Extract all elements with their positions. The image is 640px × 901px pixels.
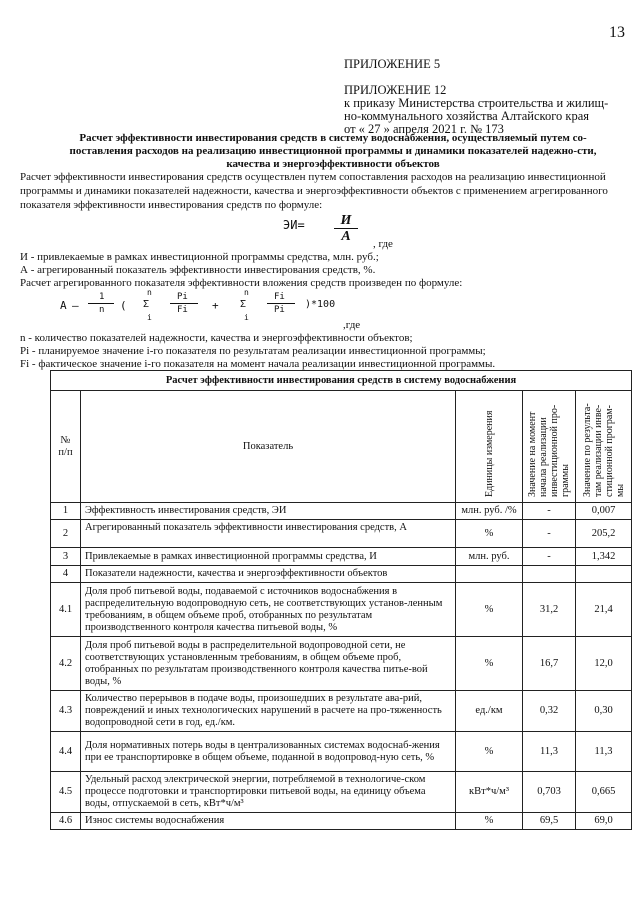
formula2-tail: )*100 <box>305 299 336 310</box>
intro-paragraph: Расчет эффективности инвестирования средств осуществлен путем сопоставления расходов на реализацию инвестиционной программы и динамики показателей надежности, качества и энергоэффективности объектов с применением агрегированного показателя эффективности инвестирования средств по формуле: <box>20 171 608 211</box>
page-number: 13 <box>609 24 625 41</box>
row-unit: ед./км <box>456 691 523 732</box>
table-row <box>51 520 632 548</box>
row-end-value: 21,4 <box>576 583 632 637</box>
row-start-value: - <box>523 520 576 548</box>
row-start-value: 31,2 <box>523 583 576 637</box>
row-number: 3 <box>51 548 81 566</box>
document-title: Расчет эффективности инвестирования средств в систему водоснабжения, осуществляемый путем со-поставления расходов на реализацию инвестиционной программы и динамики показателей надежно-сти, качества и энергоэффективности объектов <box>69 132 597 170</box>
formula2-bar-2 <box>170 303 198 304</box>
header-unit: Единицы измерения <box>483 410 495 497</box>
row-indicator: Доля нормативных потерь воды в централизованных системах водоснаб-жения при ее транспортировке в общем объеме, поданной в водопровод-ную сеть, % <box>81 732 456 772</box>
definition-n: n - количество показателей надежности, качества и энергоэффективности объектов; <box>20 332 413 344</box>
row-number: 1 <box>51 503 81 520</box>
row-number: 4.3 <box>51 691 81 732</box>
calculation-line: Расчет агрегированного показателя эффективности вложения средств произведен по формуле: <box>20 277 463 289</box>
row-end-value: 0,007 <box>576 503 632 520</box>
row-unit: % <box>456 813 523 830</box>
formula2-n: n <box>99 305 105 315</box>
row-number: 4.2 <box>51 637 81 691</box>
row-start-value: 69,5 <box>523 813 576 830</box>
formula2-sigma-1: Σ <box>143 299 150 310</box>
row-indicator: Износ системы водоснабжения <box>81 813 456 830</box>
definition-a: А - агрегированный показатель эффективности инвестирования средств, %. <box>20 264 376 276</box>
table-row <box>51 637 632 691</box>
table-row <box>51 732 632 772</box>
header-end-value: Значение по результа-там реализации инве-стиционной програм-мы <box>581 402 626 497</box>
formula2-fi-num: Fi <box>274 292 285 302</box>
row-end-value: 11,3 <box>576 732 632 772</box>
header-start-value: Значение на момент начала реализации инвестиционной про-граммы <box>527 404 571 497</box>
definition-pi: Pi - планируемое значение i-го показателя по результатам реализации инвестиционной программы; <box>20 345 486 357</box>
formula2-a: А <box>60 299 67 312</box>
formula2-sum2-top: n <box>244 288 249 297</box>
row-start-value: 11,3 <box>523 732 576 772</box>
definition-i: И - привлекаемые в рамках инвестиционной программы средства, млн. руб.; <box>20 251 379 263</box>
formula2-open-paren: ( <box>120 299 127 312</box>
order-line-2: но-коммунального хозяйства Алтайского края <box>344 109 590 123</box>
row-unit: кВт*ч/м³ <box>456 772 523 813</box>
header-start-cell <box>523 391 576 503</box>
table-row <box>51 583 632 637</box>
row-end-value: 205,2 <box>576 520 632 548</box>
formula2-pi-num: Pi <box>177 292 188 302</box>
row-indicator: Удельный расход электрической энергии, потребляемой в технологиче-ском процессе подготовки и транспортировки питьевой воды, на единицу объема воды, отпускаемой в сеть, кВт*ч/м³ <box>81 772 456 813</box>
formula1-where: , где <box>373 238 393 250</box>
definition-fi: Fi - фактическое значение i-го показателя на момент начала реализации инвестиционной программы. <box>20 358 496 370</box>
table-row <box>51 772 632 813</box>
formula1-denominator: А <box>341 229 351 244</box>
row-end-value: 69,0 <box>576 813 632 830</box>
row-indicator: Доля проб питьевой воды, подаваемой с источников водоснабжения в распределительную водопроводную сеть, не соответствующих установ-ленным требованиям, в общем объеме проб, отобранных по результатам производственного контроля качества питьевой воды, % <box>81 583 456 637</box>
formula2-sigma-2: Σ <box>240 299 247 310</box>
row-unit: млн. руб. /% <box>456 503 523 520</box>
row-end-value: 12,0 <box>576 637 632 691</box>
row-start-value: 0,32 <box>523 691 576 732</box>
formula2-where: ,где <box>343 319 361 331</box>
formula2-sum2-bottom: i <box>244 313 249 322</box>
row-indicator: Эффективность инвестирования средств, ЭИ <box>81 503 456 520</box>
row-unit: % <box>456 520 523 548</box>
row-unit: % <box>456 732 523 772</box>
appendix-12-heading: ПРИЛОЖЕНИЕ 12 <box>344 83 447 97</box>
row-unit: % <box>456 637 523 691</box>
table-row <box>51 813 632 830</box>
row-end-value: 0,665 <box>576 772 632 813</box>
formula1-lhs: ЭИ= <box>283 218 305 232</box>
row-indicator: Количество перерывов в подаче воды, произошедших в результате ава-рий, повреждений и иных технологических нарушений в расчете на про-тяженность водопроводной сети в год, ед./км. <box>81 691 456 732</box>
formula2-sum1-bottom: i <box>147 313 152 322</box>
row-start-value <box>523 566 576 583</box>
row-indicator: Показатели надежности, качества и энергоэффективности объектов <box>81 566 456 583</box>
table-row <box>51 503 632 520</box>
row-number: 4 <box>51 566 81 583</box>
formula2-plus: + <box>212 299 219 312</box>
formula2-pi-den: Pi <box>274 305 285 315</box>
row-indicator: Агрегированный показатель эффективности инвестирования средств, А <box>81 520 456 548</box>
table-caption: Расчет эффективности инвестирования средств в систему водоснабжения <box>51 371 632 391</box>
row-indicator: Привлекаемые в рамках инвестиционной программы средства, И <box>81 548 456 566</box>
formula2-bar-3 <box>267 303 295 304</box>
table-row <box>51 548 632 566</box>
row-number: 2 <box>51 520 81 548</box>
appendix-5-heading: ПРИЛОЖЕНИЕ 5 <box>344 57 441 71</box>
row-number: 4.4 <box>51 732 81 772</box>
header-end-cell <box>576 391 632 503</box>
row-end-value <box>576 566 632 583</box>
row-start-value: 16,7 <box>523 637 576 691</box>
row-number: 4.5 <box>51 772 81 813</box>
row-number: 4.6 <box>51 813 81 830</box>
row-indicator: Доля проб питьевой воды в распределительной водопроводной сети, не соответствующих установленным требованиям, в общем объеме проб, отобранных по результатам производственного контроля качества питье-вой воды, % <box>81 637 456 691</box>
formula2-one: 1 <box>99 292 105 302</box>
row-unit <box>456 566 523 583</box>
row-number: 4.1 <box>51 583 81 637</box>
table-row <box>51 691 632 732</box>
row-unit: млн. руб. <box>456 548 523 566</box>
order-date: от « 27 » апреля 2021 г. № 173 <box>344 122 504 136</box>
row-start-value: - <box>523 548 576 566</box>
formula1-numerator: И <box>340 213 352 228</box>
formula2-sum1-top: n <box>147 288 152 297</box>
formula2-fi-den: Fi <box>177 305 188 315</box>
header-unit-cell <box>456 391 523 503</box>
row-end-value: 0,30 <box>576 691 632 732</box>
row-start-value: 0,703 <box>523 772 576 813</box>
row-start-value: - <box>523 503 576 520</box>
row-end-value: 1,342 <box>576 548 632 566</box>
efficiency-table <box>50 370 632 830</box>
header-indicator: Показатель <box>81 391 456 503</box>
table-row <box>51 566 632 583</box>
order-line-1: к приказу Министерства строительства и жилищ- <box>344 96 609 110</box>
formula2-bar-1 <box>88 303 114 304</box>
header-number: № п/п <box>51 391 81 503</box>
row-unit: % <box>456 583 523 637</box>
